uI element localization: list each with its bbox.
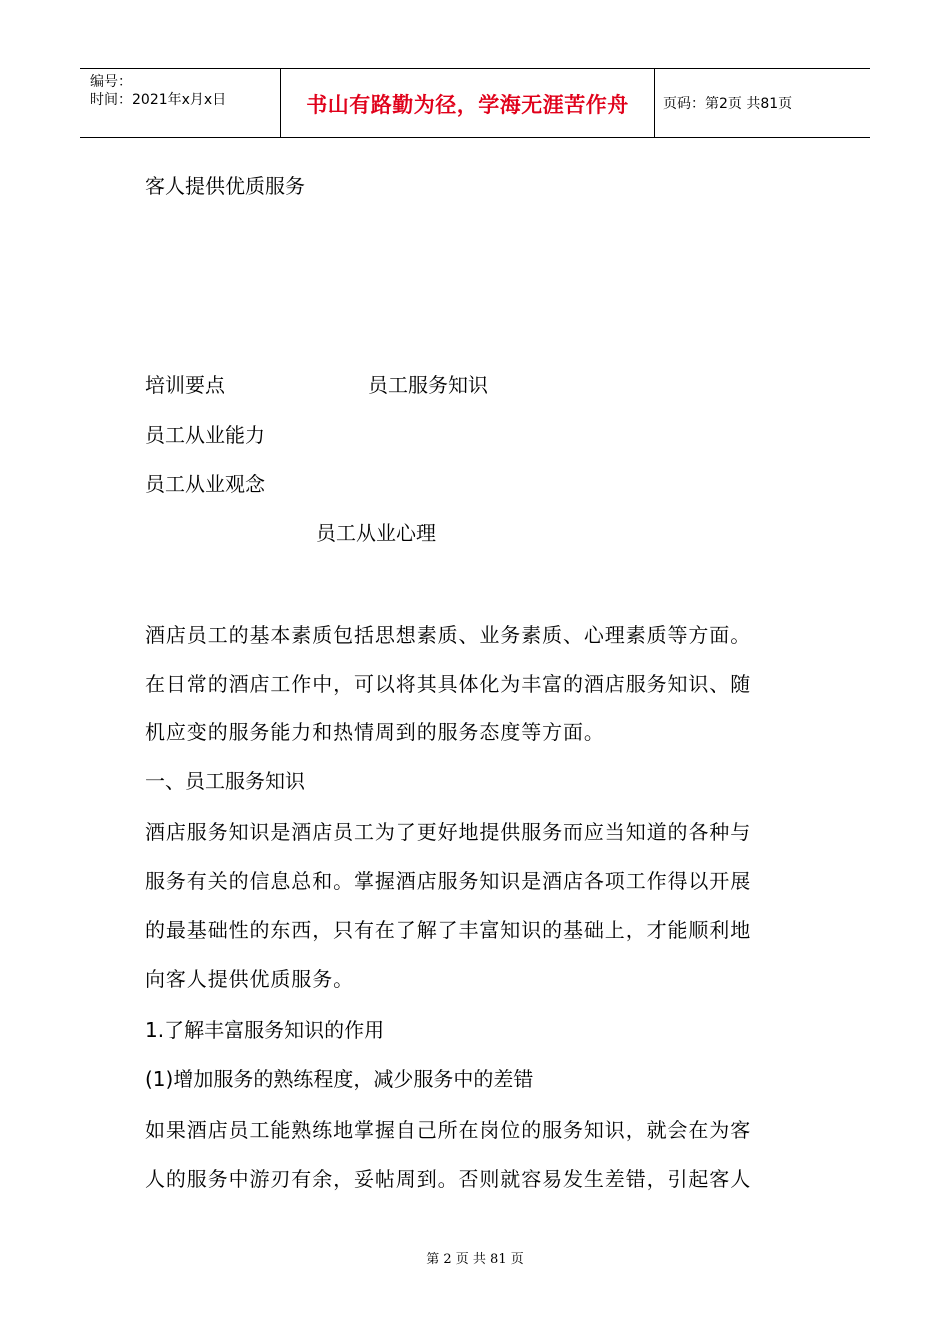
training-points-label: 培训要点 [145,373,225,397]
header-info-cell [80,69,280,137]
paragraph-line: 人的服务中游刃有余，妥帖周到。否则就容易发生差错，引起客人 [145,1167,752,1191]
body-line-continuation: 客人提供优质服务 [145,174,305,198]
header-motto: 书山有路勤为径，学海无涯苦作舟 [306,93,629,117]
paragraph-line: 在日常的酒店工作中，可以将其具体化为丰富的酒店服务知识、随 [145,672,752,696]
page-header [80,68,870,138]
page-footer: 第 2 页 共 81 页 [426,1252,524,1267]
paragraph-line: 如果酒店员工能熟练地掌握自己所在岗位的服务知识，就会在为客 [145,1118,752,1142]
header-motto-cell [280,69,655,137]
paragraph-line: 酒店服务知识是酒店员工为了更好地提供服务而应当知道的各种与 [145,820,752,844]
paragraph-line: 向客人提供优质服务。 [145,967,354,991]
paragraph-line: 的最基础性的东西，只有在了解了丰富知识的基础上，才能顺利地 [145,918,752,942]
paragraph-line: 服务有关的信息总和。掌握酒店服务知识是酒店各项工作得以开展 [145,869,752,893]
paragraph-line: 机应变的服务能力和热情周到的服务态度等方面。 [145,720,605,744]
subsection-heading: (1)增加服务的熟练程度，减少服务中的差错 [145,1067,534,1091]
training-item-psychology: 员工从业心理 [316,521,436,545]
section-heading: 一、员工服务知识 [145,769,305,793]
header-page-number: 页码：第2页 共81页 [663,96,793,112]
paragraph-line: 酒店员工的基本素质包括思想素质、业务素质、心理素质等方面。 [145,623,752,647]
document-number-label: 编号： [90,74,132,90]
document-date-label: 时间：2021年x月x日 [90,92,227,108]
training-item-ability: 员工从业能力 [145,423,265,447]
subsection-heading: 1.了解丰富服务知识的作用 [145,1018,385,1042]
training-item-concept: 员工从业观念 [145,472,265,496]
training-item-service-knowledge: 员工服务知识 [368,373,488,397]
header-page-cell [655,69,870,137]
